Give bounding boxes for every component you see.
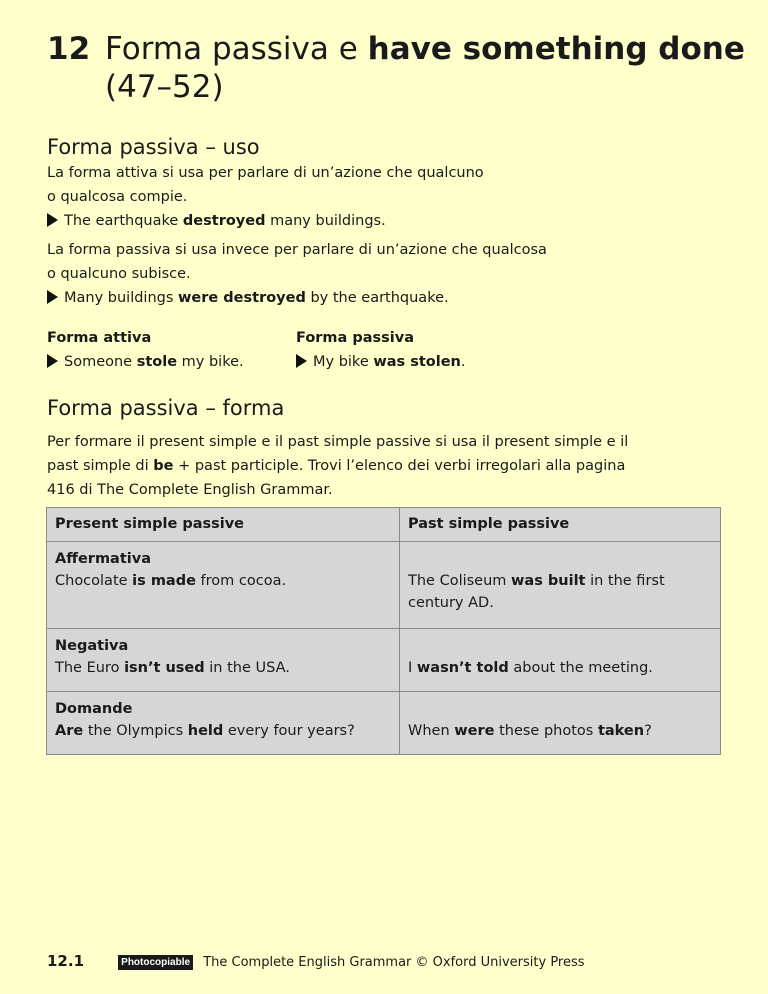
unit-number: 12	[47, 31, 91, 67]
table-row: Affermativa Chocolate is made from cocoa. The Coliseum was built in the first century AD.	[47, 542, 721, 629]
arrow-icon	[47, 290, 58, 304]
arrow-icon	[47, 213, 58, 227]
copyright-text: The Complete English Grammar © Oxford University Press	[203, 955, 585, 970]
arrow-icon	[47, 354, 58, 368]
paragraph-forma-passiva: La forma passiva si usa invece per parlare di un’azione che qualcosa o qualcuno subisce. Many buildings were destroyed by the earthquake.	[47, 242, 547, 306]
section-heading-uso: Forma passiva – uso	[47, 135, 260, 159]
page-footer	[47, 952, 585, 970]
column-header-present: Present simple passive	[47, 508, 400, 542]
table-row: Domande Are the Olympics held every four years? When were these photos taken?	[47, 692, 721, 755]
example-active: Forma attiva Someone stole my bike.	[47, 330, 244, 370]
title-bold-text: have something done	[367, 31, 745, 67]
row-label: Negativa	[55, 638, 129, 654]
title-unit-range: (47–52)	[105, 69, 224, 105]
title-text: Forma passiva e	[105, 31, 368, 67]
table-row: Negativa The Euro isn’t used in the USA. I wasn’t told about the meeting.	[47, 629, 721, 692]
photocopiable-badge: Photocopiable	[118, 955, 193, 970]
arrow-icon	[296, 354, 307, 368]
paragraph-forma-attiva: La forma attiva si usa per parlare di un’azione che qualcuno o qualcosa compie. The earthquake destroyed many buildings.	[47, 165, 484, 229]
example-passive: Forma passiva My bike was stolen.	[296, 330, 466, 370]
row-label: Domande	[55, 701, 133, 717]
page-number: 12.1	[47, 952, 85, 970]
paragraph-formation: Per formare il present simple e il past simple passive si usa il present simple e il past simple di be + past participle. Trovi l’elenco dei verbi irregolari alla pagina 416 di The Complete English Grammar.	[47, 434, 629, 498]
row-label: Affermativa	[55, 551, 151, 567]
table-header-row	[47, 508, 721, 542]
section-heading-forma: Forma passiva – forma	[47, 396, 285, 420]
grammar-table	[46, 507, 721, 755]
column-header-past: Past simple passive	[400, 508, 721, 542]
